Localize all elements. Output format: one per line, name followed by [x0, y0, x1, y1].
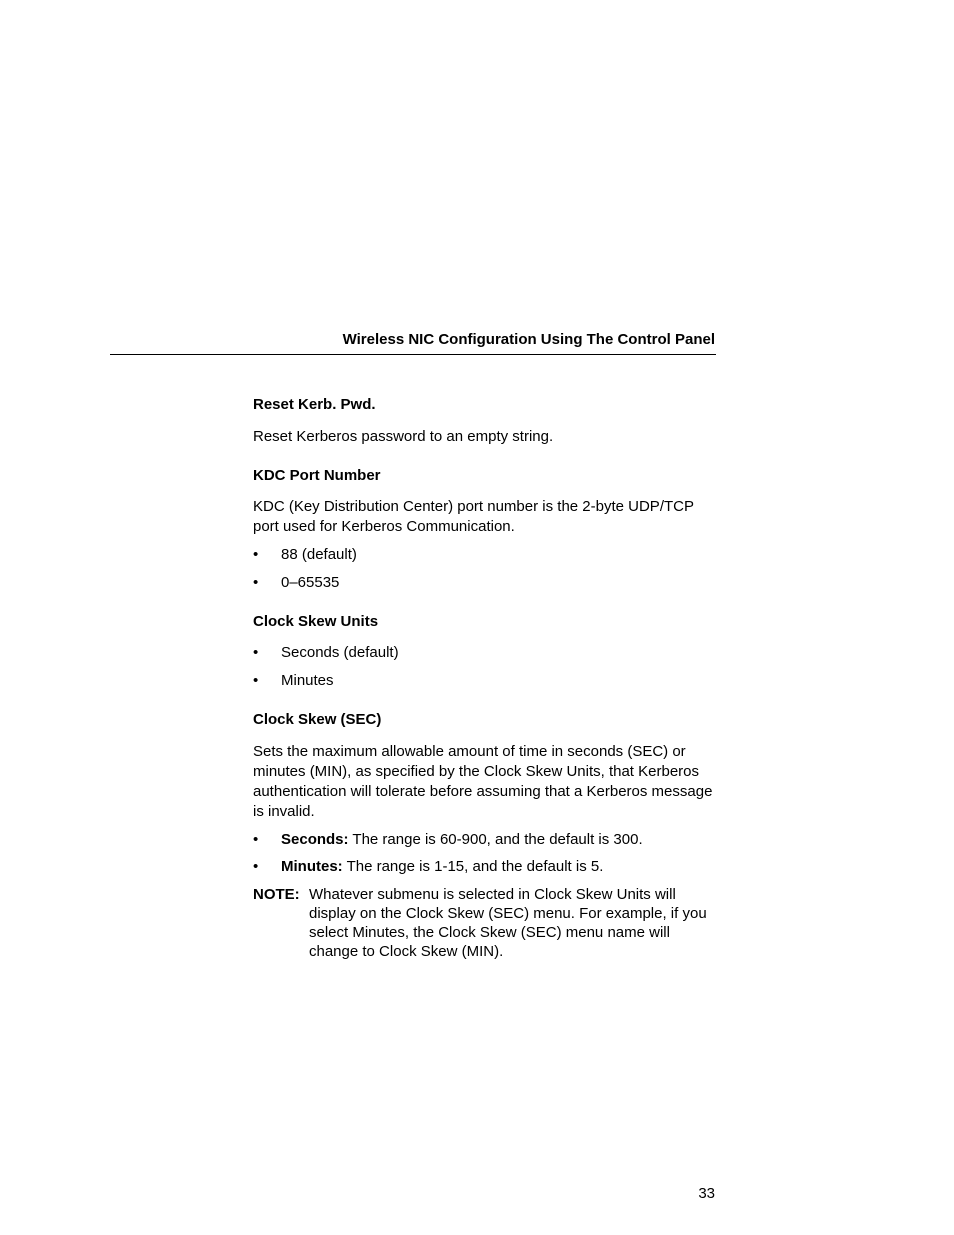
bullet-icon: •: [253, 858, 259, 875]
page-number: 33: [698, 1185, 715, 1202]
minutes-range-text: The range is 1-15, and the default is 5.: [342, 858, 604, 875]
seconds-range-text: The range is 60-900, and the default is 300.: [348, 831, 643, 848]
note-block: [253, 885, 716, 961]
bullet-icon: •: [253, 574, 259, 591]
bullet-icon: •: [253, 546, 259, 563]
minutes-label: Minutes:: [281, 858, 343, 875]
units-bullet-minutes: Minutes: [281, 672, 334, 689]
bullet-icon: •: [253, 644, 259, 661]
clock-skew-description: Sets the maximum allowable amount of time in seconds (SEC) or minutes (MIN), as specified by the Clock Skew Units, that Kerberos authentication will tolerate before assuming that a Kerberos message is invalid.: [253, 743, 713, 820]
reset-description: Reset Kerberos password to an empty string.: [253, 428, 554, 445]
heading-kdc-port-number: KDC Port Number: [253, 467, 381, 484]
heading-clock-skew-sec: Clock Skew (SEC): [253, 711, 382, 728]
note-text: Whatever submenu is selected in Clock Skew Units will display on the Clock Skew (SEC) menu. For example, if you select Minutes, the Clock Skew (SEC) menu name will change to Clock Skew (MIN).: [309, 886, 707, 960]
list-item: [253, 830, 716, 850]
kdc-bullet-range: 0–65535: [281, 574, 340, 591]
body-column: [253, 395, 716, 961]
header-rule: [110, 354, 716, 355]
list-item: [253, 857, 716, 877]
list-item: [253, 545, 716, 565]
units-bullet-seconds: Seconds (default): [281, 644, 399, 661]
heading-clock-skew-units: Clock Skew Units: [253, 613, 379, 630]
bullet-icon: •: [253, 672, 259, 689]
note-label: NOTE:: [253, 886, 300, 903]
seconds-label: Seconds:: [281, 831, 349, 848]
list-item: [253, 671, 716, 691]
heading-reset-kerb-pwd: Reset Kerb. Pwd.: [253, 396, 376, 413]
bullet-icon: •: [253, 831, 259, 848]
kdc-bullet-default: 88 (default): [281, 546, 357, 563]
list-item: [253, 643, 716, 663]
kdc-description: KDC (Key Distribution Center) port number is the 2-byte UDP/TCP port used for Kerberos Communication.: [253, 498, 694, 535]
list-item: [253, 573, 716, 593]
running-head: Wireless NIC Configuration Using The Control Panel: [342, 331, 715, 348]
